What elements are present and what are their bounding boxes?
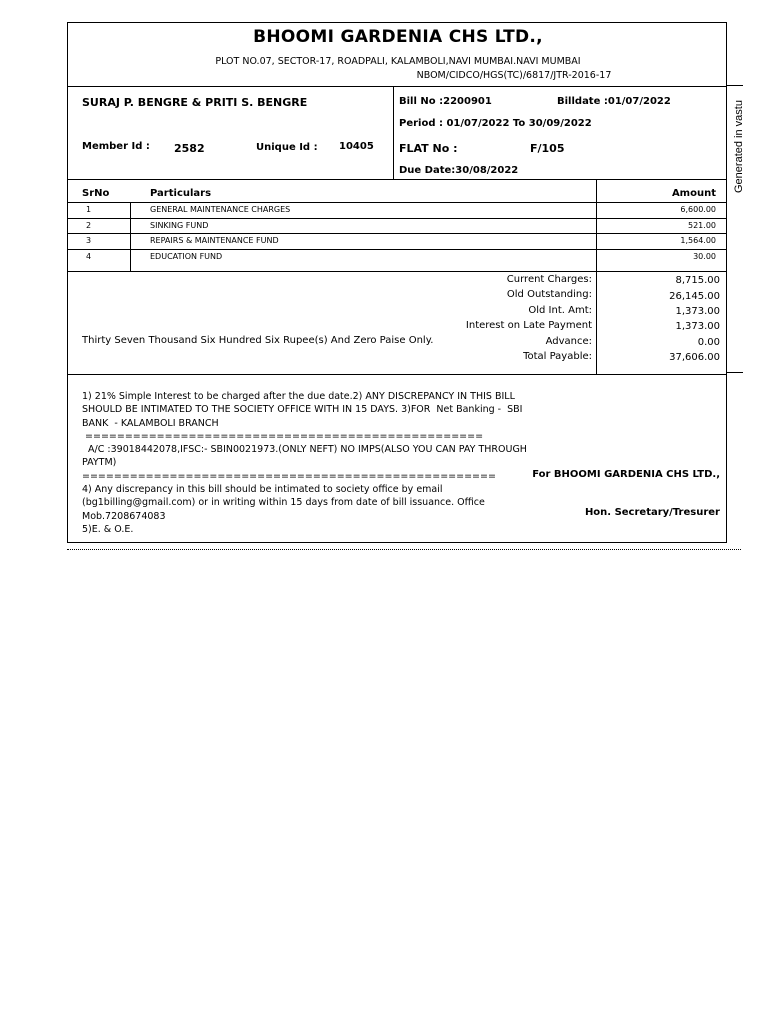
srno-header: SrNo <box>82 188 110 199</box>
summary-value: 1,373.00 <box>675 306 720 317</box>
summary-label: Total Payable: <box>523 351 592 362</box>
summary-value: 37,606.00 <box>669 352 720 363</box>
summary-label: Interest on Late Payment <box>465 320 592 331</box>
divider <box>68 233 726 234</box>
cut-line <box>67 549 741 550</box>
divider <box>68 202 726 203</box>
row-amount: 521.00 <box>688 221 716 230</box>
summary-label: Old Outstanding: <box>506 289 592 300</box>
row-srno: 2 <box>86 221 92 230</box>
divider <box>68 218 726 219</box>
signatory-title: Hon. Secretary/Tresurer <box>584 507 720 518</box>
divider <box>393 86 394 179</box>
bill-date: Billdate :01/07/2022 <box>557 96 671 107</box>
summary-value: 0.00 <box>697 337 720 348</box>
row-srno: 3 <box>86 236 92 245</box>
member-id-label: Member Id : <box>82 141 150 152</box>
billing-period: Period : 01/07/2022 To 30/09/2022 <box>399 118 592 129</box>
bill-number: Bill No :2200901 <box>399 96 492 107</box>
divider <box>68 374 726 375</box>
particulars-header: Particulars <box>150 188 212 199</box>
for-society-label: For BHOOMI GARDENIA CHS LTD., <box>532 469 720 480</box>
row-particular: SINKING FUND <box>150 221 209 230</box>
row-srno: 1 <box>86 205 92 214</box>
divider <box>68 179 726 180</box>
divider <box>727 85 743 86</box>
generated-by-note: Generated in vastu <box>733 100 745 193</box>
row-srno: 4 <box>86 252 92 261</box>
divider <box>596 179 597 374</box>
summary-value: 26,145.00 <box>669 291 720 302</box>
registration-number: NBOM/CIDCO/HGS(TC)/6817/JTR-2016-17 <box>416 70 612 81</box>
row-amount: 6,600.00 <box>680 205 716 214</box>
row-amount: 1,564.00 <box>680 236 716 245</box>
terms-and-conditions: 1) 21% Simple Interest to be charged after the due date.2) ANY DISCREPANCY IN THIS BILL SHOULD BE INTIMATED TO THE SOCIETY OFFICE WITH IN 15 DAYS. 3)FOR Net Banking - SBI BANK - KALAMBOLI BRANCH ================================================== A/C :39018442078,IFSC:- SBIN0021973.(ONLY NEFT) NO IMPS(ALSO YOU CAN PAY THROUGH PAYTM) ==================================================== 4) Any discrepancy in this bill should be intimated to society office by email (bg1billing@gmail.com) or in writing within 15 days from date of bill issuance. Office Mob.7208674083 5)E. & O.E. <box>82 391 527 535</box>
summary-label: Old Int. Amt: <box>528 305 592 316</box>
maintenance-bill <box>67 22 727 543</box>
member-id: 2582 <box>174 142 205 155</box>
divider <box>68 86 726 87</box>
summary-value: 8,715.00 <box>675 275 720 286</box>
unique-id: 10405 <box>339 141 374 152</box>
unique-id-label: Unique Id : <box>256 142 318 153</box>
amount-header: Amount <box>671 188 716 199</box>
row-particular: REPAIRS & MAINTENANCE FUND <box>150 236 279 245</box>
summary-label: Current Charges: <box>506 274 592 285</box>
divider <box>727 372 743 373</box>
divider <box>68 249 726 250</box>
summary-label: Advance: <box>545 336 592 347</box>
society-name: BHOOMI GARDENIA CHS LTD., <box>253 27 543 47</box>
society-address: PLOT NO.07, SECTOR-17, ROADPALI, KALAMBOLI,NAVI MUMBAI.NAVI MUMBAI <box>215 56 581 67</box>
flat-number: F/105 <box>530 142 565 155</box>
summary-value: 1,373.00 <box>675 321 720 332</box>
divider <box>68 271 726 272</box>
flat-label: FLAT No : <box>399 142 458 155</box>
row-particular: EDUCATION FUND <box>150 252 223 261</box>
divider <box>130 202 131 271</box>
due-date: Due Date:30/08/2022 <box>399 165 519 176</box>
row-particular: GENERAL MAINTENANCE CHARGES <box>150 205 291 214</box>
member-name: SURAJ P. BENGRE & PRITI S. BENGRE <box>82 96 308 109</box>
amount-in-words: Thirty Seven Thousand Six Hundred Six Rupee(s) And Zero Paise Only. <box>82 335 434 346</box>
row-amount: 30.00 <box>693 252 716 261</box>
